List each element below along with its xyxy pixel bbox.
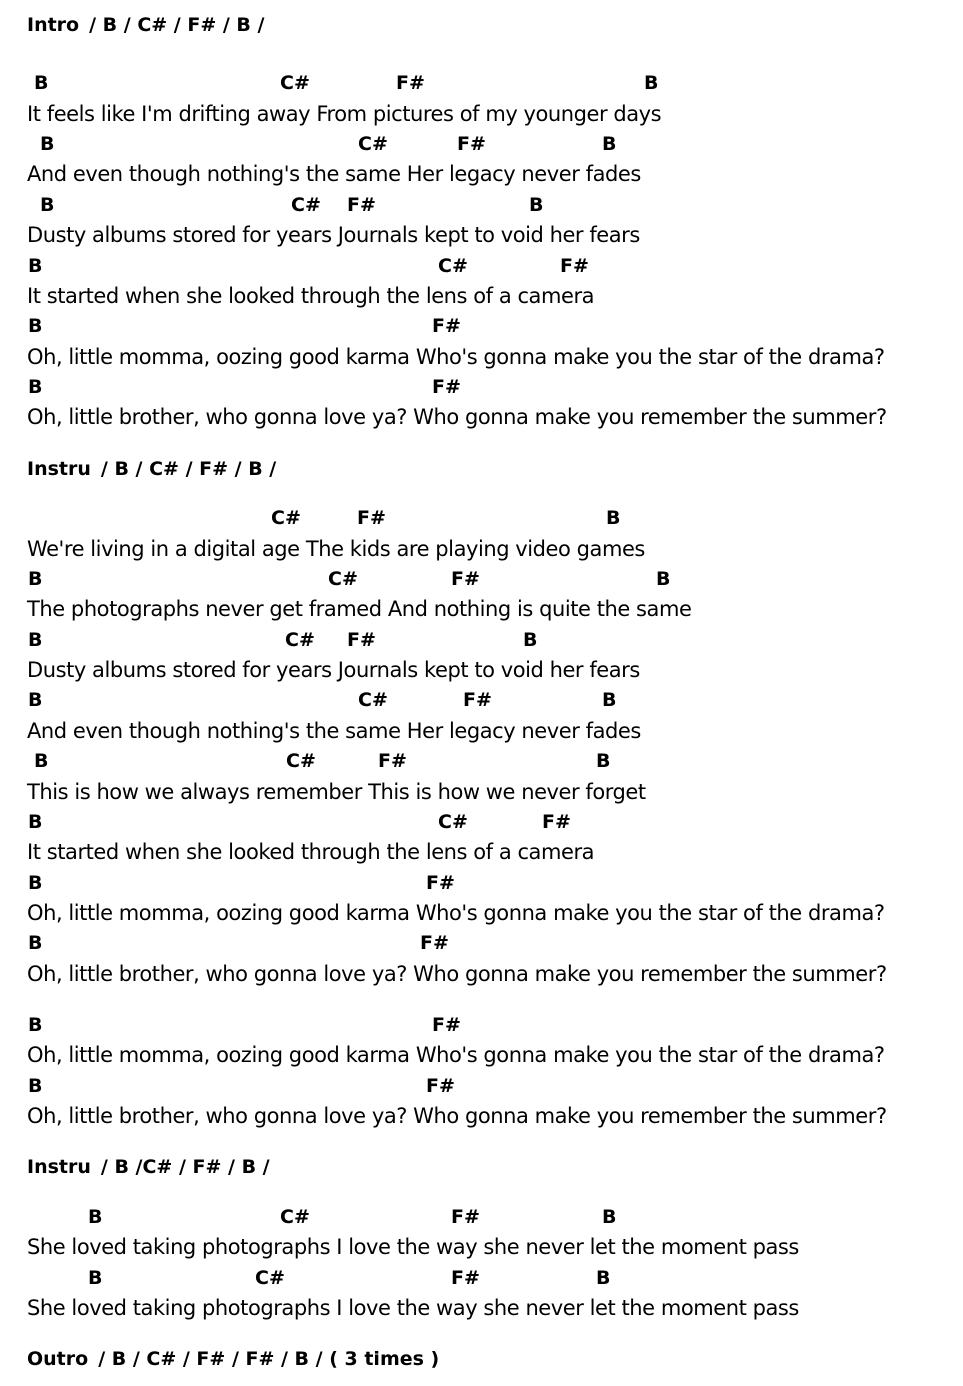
chord: C#	[438, 255, 468, 277]
chord: F#	[396, 72, 425, 94]
instru-section	[27, 457, 276, 481]
chord: B	[28, 568, 43, 590]
chord: B	[34, 750, 49, 772]
chord: B	[88, 1267, 103, 1289]
lyric-line: Oh, little momma, oozing good karma Who's gonna make you the star of the drama?	[27, 345, 885, 369]
chord: F#	[426, 1075, 455, 1097]
chord: F#	[457, 133, 486, 155]
chord: F#	[432, 315, 461, 337]
chord: B	[28, 872, 43, 894]
lyric-line: This is how we always remember This is how we never forget	[27, 780, 646, 804]
chord: F#	[378, 750, 407, 772]
chord: B	[28, 255, 43, 277]
lyric-line: The photographs never get framed And nothing is quite the same	[27, 597, 692, 621]
lyric-line: Oh, little momma, oozing good karma Who's gonna make you the star of the drama?	[27, 1043, 885, 1067]
chord: B	[28, 315, 43, 337]
chord: B	[529, 194, 544, 216]
chord: F#	[463, 689, 492, 711]
intro-label: Intro	[27, 14, 80, 36]
lyric-line: Oh, little momma, oozing good karma Who's gonna make you the star of the drama?	[27, 901, 885, 925]
chord: B	[28, 1014, 43, 1036]
chord: B	[602, 1206, 617, 1228]
lyric-line: And even though nothing's the same Her legacy never fades	[27, 719, 641, 743]
chord: B	[596, 1267, 611, 1289]
lyric-line: Dusty albums stored for years Journals kept to void her fears	[27, 223, 640, 247]
chord: B	[40, 133, 55, 155]
chord: B	[88, 1206, 103, 1228]
chord: F#	[347, 194, 376, 216]
chord: F#	[432, 1014, 461, 1036]
lyric-line: It started when she looked through the lens of a camera	[27, 284, 595, 308]
chord: C#	[358, 689, 388, 711]
chord: C#	[438, 811, 468, 833]
lyric-line: It feels like I'm drifting away From pictures of my younger days	[27, 102, 662, 126]
chord: B	[28, 932, 43, 954]
lyric-line: It started when she looked through the lens of a camera	[27, 840, 595, 864]
chord: C#	[255, 1267, 285, 1289]
chord: B	[40, 194, 55, 216]
chord: C#	[328, 568, 358, 590]
chord: B	[28, 811, 43, 833]
chord: C#	[358, 133, 388, 155]
chord: C#	[271, 507, 301, 529]
chord: B	[28, 689, 43, 711]
chord: B	[523, 629, 538, 651]
chord: F#	[357, 507, 386, 529]
outro-section	[27, 1347, 439, 1371]
intro-progression: / B / C# / F# / B /	[89, 14, 265, 36]
chord: B	[644, 72, 659, 94]
chord: F#	[420, 932, 449, 954]
chord: B	[28, 629, 43, 651]
instru-section-2	[27, 1155, 270, 1179]
chord: F#	[426, 872, 455, 894]
chord: B	[602, 133, 617, 155]
chord: B	[34, 72, 49, 94]
lyric-line: Oh, little brother, who gonna love ya? Who gonna make you remember the summer?	[27, 962, 887, 986]
chord: F#	[542, 811, 571, 833]
chord: B	[28, 376, 43, 398]
chord: B	[602, 689, 617, 711]
chord: C#	[285, 629, 315, 651]
chord: F#	[347, 629, 376, 651]
lyric-line: Oh, little brother, who gonna love ya? Who gonna make you remember the summer?	[27, 1104, 887, 1128]
chord: F#	[560, 255, 589, 277]
lyric-line: Dusty albums stored for years Journals kept to void her fears	[27, 658, 640, 682]
lyric-line: She loved taking photographs I love the way she never let the moment pass	[27, 1235, 799, 1259]
chord: F#	[432, 376, 461, 398]
outro-label: Outro	[27, 1348, 89, 1370]
chord: B	[596, 750, 611, 772]
lyric-line: And even though nothing's the same Her legacy never fades	[27, 162, 641, 186]
intro-section	[27, 13, 264, 37]
instru-label: Instru	[27, 458, 91, 480]
chord: B	[28, 1075, 43, 1097]
chord: B	[656, 568, 671, 590]
chord: F#	[451, 568, 480, 590]
chord: C#	[291, 194, 321, 216]
chord: F#	[451, 1206, 480, 1228]
lyric-line: We're living in a digital age The kids are playing video games	[27, 537, 645, 561]
instru-label: Instru	[27, 1156, 91, 1178]
chord: F#	[451, 1267, 480, 1289]
instru-progression: / B / C# / F# / B /	[100, 458, 277, 480]
chord: C#	[280, 1206, 310, 1228]
chord: C#	[286, 750, 316, 772]
chord: C#	[280, 72, 310, 94]
outro-progression: / B / C# / F# / F# / B / ( 3 times )	[98, 1348, 440, 1370]
lyric-line: She loved taking photographs I love the way she never let the moment pass	[27, 1296, 799, 1320]
lyric-line: Oh, little brother, who gonna love ya? Who gonna make you remember the summer?	[27, 405, 887, 429]
chord: B	[606, 507, 621, 529]
instru-progression: / B /C# / F# / B /	[100, 1156, 270, 1178]
